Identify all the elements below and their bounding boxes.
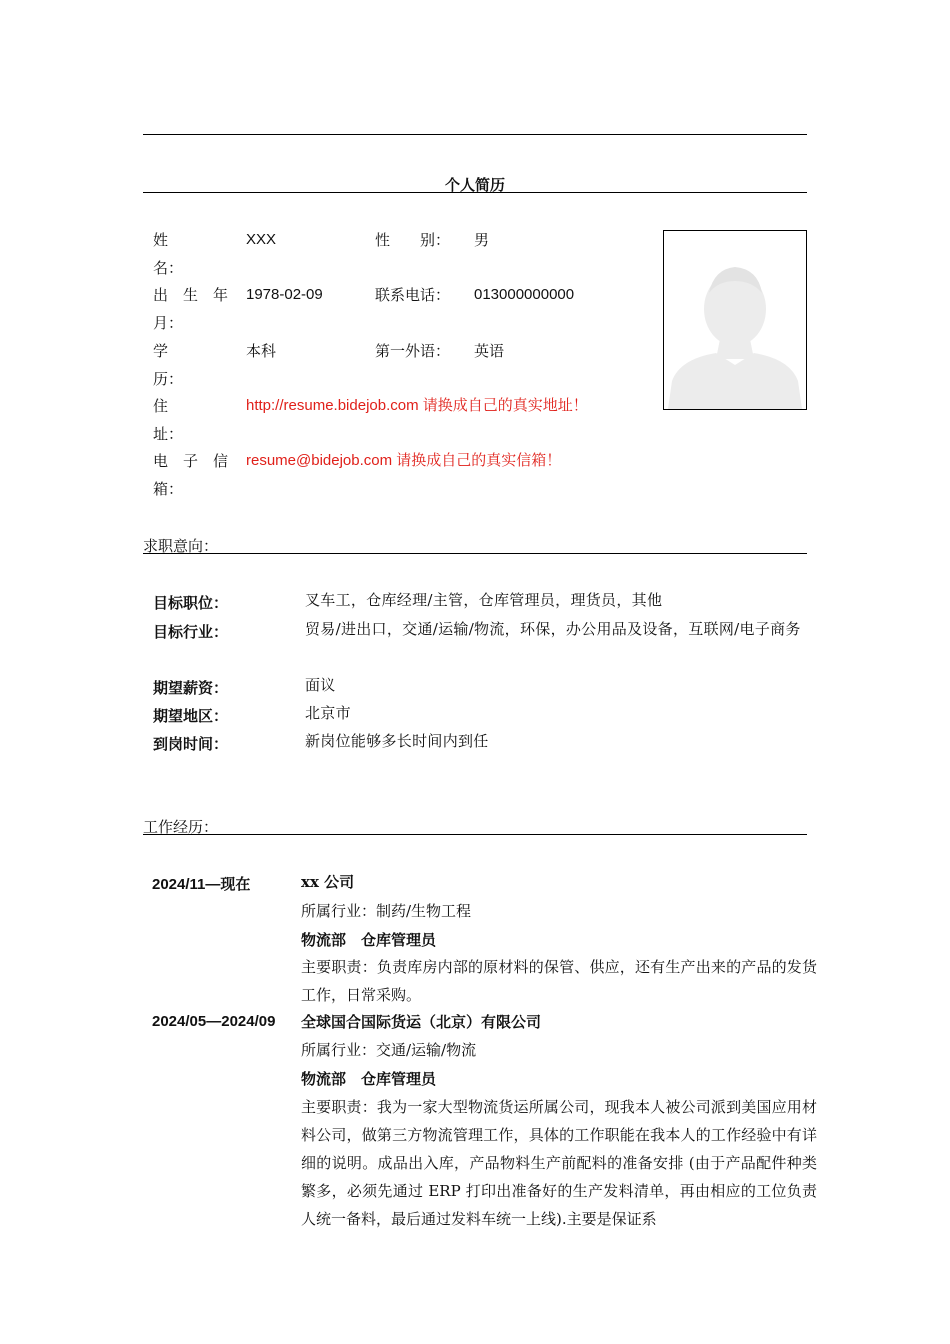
- job-industry: 所属行业：制药/生物工程: [301, 902, 472, 920]
- name-label: 姓 名：: [153, 231, 184, 277]
- intent-value: 北京市: [305, 704, 351, 722]
- phone-value: 013000000000: [474, 286, 575, 303]
- education-value: 本科: [246, 342, 277, 360]
- intent-value: 贸易/进出口，交通/运输/物流，环保，办公用品及设备，互联网/电子商务: [305, 620, 801, 638]
- person-silhouette-icon: [664, 231, 806, 409]
- job-industry: 所属行业：交通/运输/物流: [301, 1041, 477, 1059]
- phone-label: 联系电话：: [375, 286, 451, 304]
- gender-value: 男: [474, 231, 490, 249]
- job-dept-role: 物流部 仓库管理员: [301, 1070, 437, 1088]
- work-heading: 工作经历：: [143, 818, 219, 836]
- birth-label: 出 生 年 月：: [153, 286, 229, 332]
- birth-value: 1978-02-09: [246, 286, 323, 303]
- address-label: 住 址：: [153, 397, 184, 443]
- job-company: xx 公司: [301, 873, 355, 891]
- profile-photo-placeholder: [663, 230, 807, 410]
- email-value[interactable]: resume@bidejob.com 请换成自己的真实信箱！: [246, 452, 562, 469]
- language-value: 英语: [474, 342, 505, 360]
- top-rule: [143, 134, 807, 135]
- intent-value: 新岗位能够多长时间内到任: [305, 732, 489, 750]
- title-rule: [143, 192, 807, 193]
- job-duties: 主要职责：负责库房内部的原材料的保管、供应，还有生产出来的产品的发货工作，日常采购。: [301, 958, 817, 1004]
- intent-label: 目标职位：: [153, 594, 229, 612]
- job-period: 2024/05—2024/09: [152, 1013, 276, 1030]
- intent-label: 期望薪资：: [153, 679, 229, 697]
- intent-heading: 求职意向：: [143, 537, 219, 555]
- intent-label: 目标行业：: [153, 623, 229, 641]
- intent-label: 期望地区：: [153, 707, 229, 725]
- email-label: 电 子 信 箱：: [153, 452, 229, 498]
- intent-rule: [143, 553, 807, 554]
- intent-value: 叉车工，仓库经理/主管，仓库管理员，理货员，其他: [305, 591, 663, 609]
- language-label: 第一外语：: [375, 342, 451, 360]
- job-duties: 主要职责：我为一家大型物流货运所属公司，现我本人被公司派到美国应用材料公司，做第三方物流管理工作，具体的工作职能在我本人的工作经验中有详细的说明。成品出入库，产品物料生产前配料的准备安排 (由于产品配件种类繁多，必须先通过 ERP 打印出准备好的生产发料清单，再由相应的工位负责人统一备料，最后通过发料车统一上线).主要是保证系: [301, 1098, 817, 1228]
- gender-label: 性 别：: [375, 231, 451, 249]
- job-company: 全球国合国际货运（北京）有限公司: [301, 1013, 542, 1031]
- intent-value: 面议: [305, 676, 336, 694]
- job-dept-role: 物流部 仓库管理员: [301, 931, 437, 949]
- page-title: 个人简历: [444, 176, 505, 194]
- address-value[interactable]: http://resume.bidejob.com 请换成自己的真实地址！: [246, 397, 588, 414]
- intent-label: 到岗时间：: [153, 735, 229, 753]
- work-rule: [143, 834, 807, 835]
- education-label: 学 历：: [153, 342, 184, 388]
- job-period: 2024/11—现在: [152, 876, 251, 893]
- name-value: XXX: [246, 231, 277, 248]
